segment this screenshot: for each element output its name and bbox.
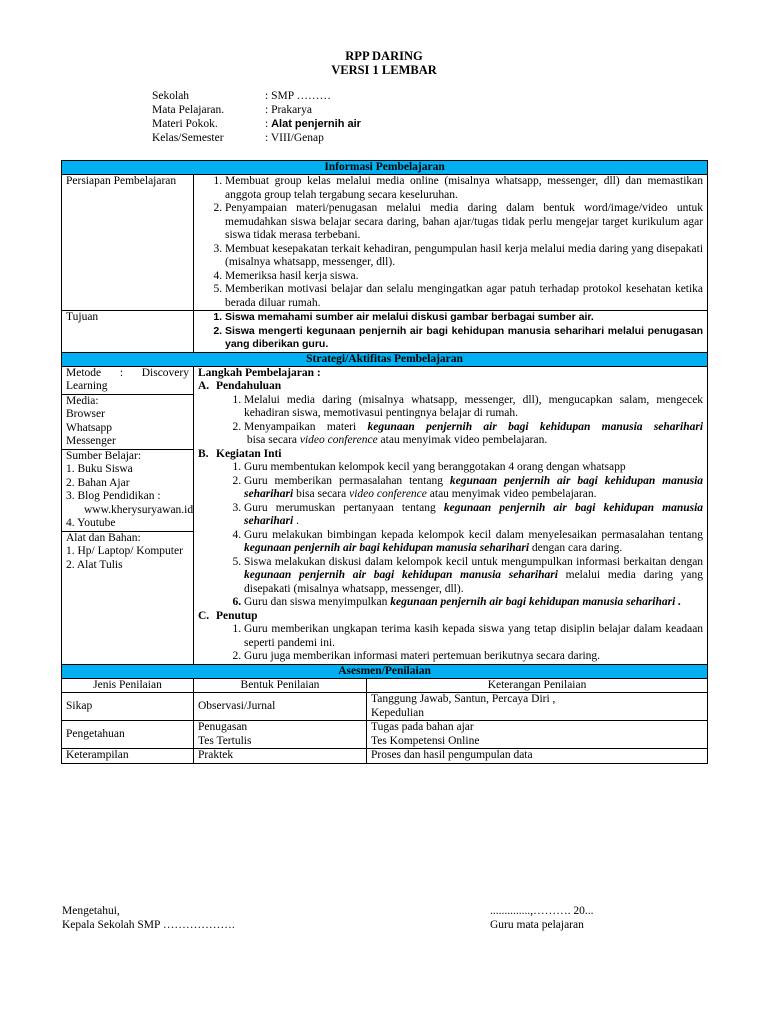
metode-value-2: Learning: [66, 380, 108, 392]
col-header-keterangan: Keterangan Penilaian: [367, 678, 708, 693]
identity-value: : Prakarya: [265, 104, 312, 116]
persiapan-label: [62, 175, 194, 311]
list-item: 1. Melalui media daring (misalnya whatsapp, messenger, dll), mengucapkan salam, mengecek kehadiran siswa, memotivasui pentingnya belajar di rumah.: [244, 394, 703, 421]
document-subtitle: VERSI 1 LEMBAR: [331, 63, 437, 77]
langkah-title: Langkah Pembelajaran :: [198, 366, 321, 379]
sumber-url: www.kherysuryawan.id: [84, 503, 194, 516]
section-b-heading: [198, 448, 703, 462]
identity-row: [152, 132, 361, 146]
list-item: 5. Memberikan motivasi belajar dan selalu mengingatkan agar patuh terhadap protokol kesehatan ketika berada diluar rumah.: [225, 283, 703, 310]
table-row: [62, 749, 708, 764]
bentuk-cell: Penugasan Tes Tertulis: [194, 721, 367, 749]
info-header: Informasi Pembelajaran: [62, 161, 708, 175]
sumber-title: Sumber Belajar:: [66, 449, 142, 462]
strategi-sidebar: [62, 366, 194, 664]
section-title: Pendahuluan: [216, 380, 282, 392]
sumber-item: 4. Youtube: [66, 517, 116, 529]
tujuan-label-text: Tujuan: [66, 311, 99, 323]
list-item: 2. Siswa mengerti kegunaan penjernih air bagi kehidupan manusia seharihari melalui penugasan yang diberikan guru.: [225, 325, 703, 352]
sumber-item: 3. Blog Pendidikan :: [66, 490, 161, 502]
identity-row: [152, 90, 361, 104]
footer-right: [490, 904, 594, 932]
keterangan-cell: Tanggung Jawab, Santun, Percaya Diri , Kepedulian: [367, 693, 708, 721]
section-b-list: [198, 461, 703, 610]
section-letter: A.: [198, 380, 210, 392]
identity-label: Kelas/Semester: [152, 132, 224, 144]
jenis-cell: Keterampilan: [62, 749, 194, 764]
rpp-table: [61, 160, 708, 764]
col-header-bentuk: Bentuk Penilaian: [194, 678, 367, 693]
persiapan-list: [198, 175, 703, 310]
identity-row: [152, 118, 361, 132]
list-item: 1. Guru memberikan ungkapan terima kasih kepada siswa yang tetap disiplin belajar dalam keadaan seperti pandemi ini.: [244, 623, 703, 650]
list-item: 4. Memeriksa hasil kerja siswa.: [225, 270, 703, 284]
sumber-item: 1. Buku Siswa: [66, 463, 133, 475]
identity-value-bold: Alat penjernih air: [271, 118, 361, 130]
list-item: 2. Penyampaian materi/penugasan melalui media daring dalam bentuk word/image/video untuk memudahkan siswa belajar secara daring, bahan ajar/tugas tidak perlu mengejar target kurikulum agar siswa tidak merasa terbebani.: [225, 202, 703, 243]
list-item: 4. Guru melakukan bimbingan kepada kelompok kecil dalam menyelesaikan permasalahan tentang kegunaan penjernih air bagi kehidupan manusia seharihari dengan cara daring.: [244, 529, 703, 556]
asesmen-header: Asesmen/Penilaian: [62, 664, 708, 678]
list-item: 5. Siswa melakukan diskusi dalam kelompok kecil untuk mengumpulkan informasi berkaitan dengan kegunaan penjernih air bagi kehidupan manusia seharihari melalui media daring yang disepakati (misalnya whatsapp, messenger, dll).: [244, 556, 703, 597]
metode-label: Metode: [66, 366, 102, 379]
media-item: Messenger: [66, 435, 116, 447]
alat-item: 1. Hp/ Laptop/ Komputer: [66, 545, 183, 557]
metode-colon: :: [119, 366, 124, 379]
list-item: 2. Guru juga memberikan informasi materi pertemuan berikutnya secara daring.: [244, 650, 703, 664]
footer-guru: Guru mata pelajaran: [490, 919, 584, 931]
tujuan-content: [194, 311, 708, 353]
metode-value: Discovery: [141, 366, 189, 379]
media-item: Browser: [66, 408, 105, 420]
alat-title: Alat dan Bahan:: [66, 531, 141, 544]
alat-item: 2. Alat Tulis: [66, 558, 123, 571]
footer-date: ..............,………. 20...: [490, 905, 594, 917]
section-a-list: [198, 394, 703, 448]
tujuan-list: [198, 311, 703, 352]
footer-mengetahui: Mengetahui,: [62, 905, 120, 917]
col-header-jenis: Jenis Penilaian: [62, 678, 194, 693]
identity-value: : VIII/Genap: [265, 132, 324, 144]
persiapan-label-text: Persiapan Pembelajaran: [66, 175, 177, 187]
section-letter: B.: [198, 447, 209, 460]
alat-box: [62, 532, 193, 573]
identity-value: :: [265, 118, 272, 130]
strategi-header: Strategi/Aktifitas Pembelajaran: [62, 352, 708, 366]
footer-left: [62, 904, 235, 932]
list-item: 2. Guru memberikan permasalahan tentang kegunaan penjernih air bagi kehidupan manusia seharihari bisa secara video conference atau menyimak video pembelajaran.: [244, 475, 703, 502]
metode-box: [62, 367, 193, 395]
list-item: 3. Membuat kesepakatan terkait kehadiran, pengumpulan hasil kerja melalui media daring yang disepakati (misalnya whatsapp, messenger, dll).: [225, 243, 703, 270]
jenis-cell: Pengetahuan: [62, 721, 194, 749]
list-item: 1. Siswa memahami sumber air melalui diskusi gambar berbagai sumber air.: [225, 311, 703, 325]
section-c-heading: [198, 610, 703, 624]
media-item: Whatsapp: [66, 421, 112, 434]
identity-label: Materi Pokok.: [152, 118, 218, 130]
bentuk-cell: Praktek: [194, 749, 367, 764]
persiapan-content: [194, 175, 708, 311]
identity-value: : SMP ………: [265, 90, 332, 102]
section-title: Kegiatan Inti: [216, 447, 282, 460]
keterangan-cell: Proses dan hasil pengumpulan data: [367, 749, 708, 764]
table-row: [62, 693, 708, 721]
section-c-list: [198, 623, 703, 664]
table-row: [62, 721, 708, 749]
identity-label: Sekolah: [152, 90, 190, 102]
footer-kepala-sekolah: Kepala Sekolah SMP ……………….: [62, 919, 235, 931]
section-title: Penutup: [216, 609, 258, 622]
list-item: 1. Membuat group kelas melalui media online (misalnya whatsapp, messenger, dll) dan memastikan anggota group telah tergabung secara keseluruhan.: [225, 175, 703, 202]
section-letter: C.: [198, 609, 210, 622]
jenis-cell: Sikap: [62, 693, 194, 721]
identity-block: [152, 90, 361, 146]
list-item: 6. Guru dan siswa menyimpulkan kegunaan penjernih air bagi kehidupan manusia seharihari .: [244, 596, 703, 610]
document-title: RPP DARING: [345, 49, 423, 63]
sumber-item: 2. Bahan Ajar: [66, 476, 130, 489]
section-a-heading: [198, 380, 703, 394]
tujuan-label: [62, 311, 194, 353]
sumber-box: [62, 450, 193, 532]
media-title: Media:: [66, 394, 99, 407]
identity-label: Mata Pelajaran.: [152, 104, 225, 116]
media-box: [62, 395, 193, 450]
keterangan-cell: Tugas pada bahan ajar Tes Kompetensi Online: [367, 721, 708, 749]
list-item: 1. Guru membentukan kelompok kecil yang beranggotakan 4 orang dengan whatsapp: [244, 461, 703, 475]
bentuk-cell: Observasi/Jurnal: [194, 693, 367, 721]
langkah-content: [194, 366, 708, 664]
list-item: 3. Guru merumuskan pertanyaan tentang kegunaan penjernih air bagi kehidupan manusia seharihari .: [244, 502, 703, 529]
list-item: 2. Menyampaikan materi kegunaan penjernih air bagi kehidupan manusia seharihari bisa secara video conference atau menyimak video pembelajaran.: [244, 421, 703, 448]
identity-row: [152, 104, 361, 118]
